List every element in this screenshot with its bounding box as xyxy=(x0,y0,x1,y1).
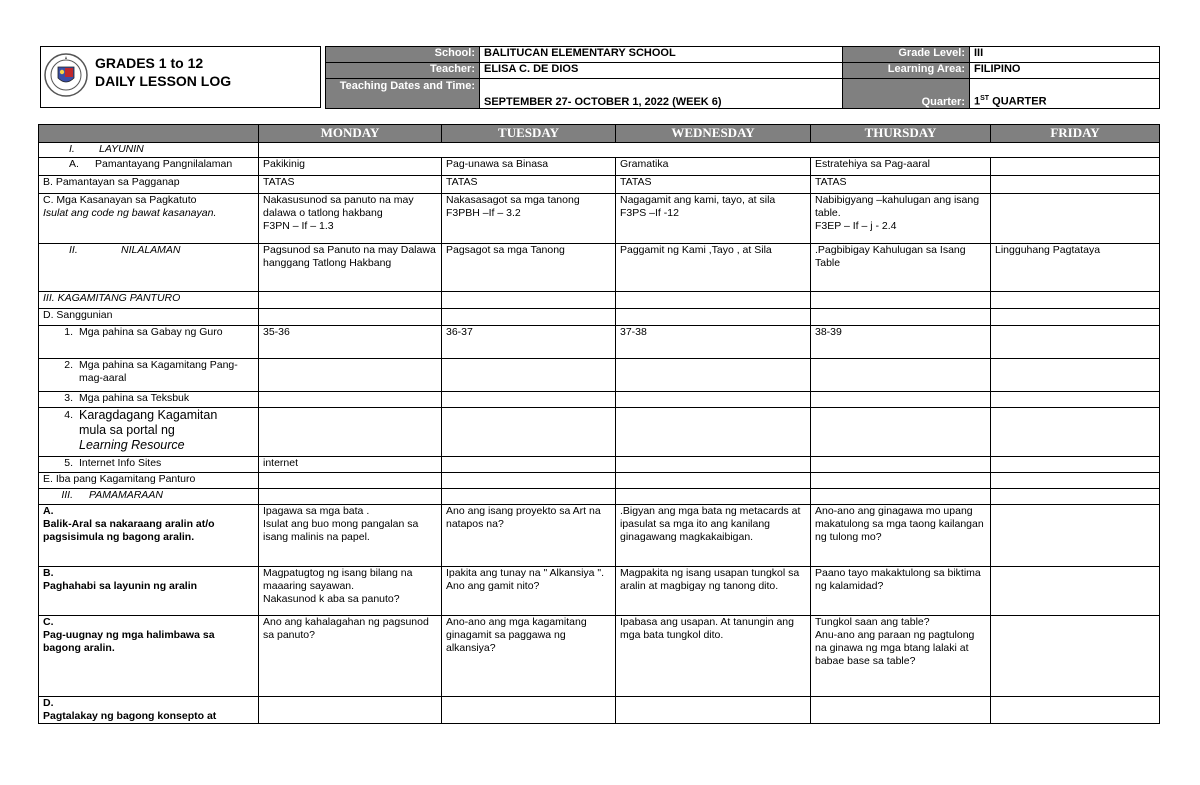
table-cell: Ano-ano ang ginagawa mo upang makatulong sa mga taong kailangan ng tulong mo? xyxy=(811,505,991,567)
table-cell xyxy=(811,359,991,392)
table-row xyxy=(39,158,1160,176)
row-label: A. Pamantayang Pangnilalaman xyxy=(39,158,259,176)
table-row xyxy=(39,505,1160,567)
row-label: A.Balik-Aral sa nakaraang aralin at/o pagsisimula ng bagong aralin. xyxy=(39,505,259,567)
table-cell: Ano ang kahalagahan ng pagsunod sa panuto? xyxy=(259,616,442,697)
table-row xyxy=(39,489,1160,505)
day-header-friday: FRIDAY xyxy=(991,125,1160,143)
quarter-value: 1ST QUARTER xyxy=(970,79,1160,109)
table-cell: TATAS xyxy=(442,176,616,194)
row-label: 5. Internet Info Sites xyxy=(39,457,259,473)
table-cell xyxy=(616,473,811,489)
table-cell: Ipagawa sa mga bata . Isulat ang buo mong pangalan sa isang malinis na papel. xyxy=(259,505,442,567)
row-label: 1. Mga pahina sa Gabay ng Guro xyxy=(39,326,259,359)
table-cell xyxy=(442,392,616,408)
table-cell xyxy=(259,143,1160,158)
table-cell xyxy=(811,489,991,505)
table-cell xyxy=(259,392,442,408)
table-cell xyxy=(811,309,991,326)
table-cell xyxy=(616,697,811,724)
table-cell xyxy=(442,489,616,505)
table-cell: Ano-ano ang mga kagamitang ginagamit sa paggawa ng alkansiya? xyxy=(442,616,616,697)
table-cell: 37-38 xyxy=(616,326,811,359)
table-cell: Estratehiya sa Pag-aaral xyxy=(811,158,991,176)
table-cell: TATAS xyxy=(811,176,991,194)
table-cell xyxy=(616,457,811,473)
row-label: B. Pamantayan sa Pagganap xyxy=(39,176,259,194)
table-cell xyxy=(616,309,811,326)
table-row xyxy=(39,244,1160,292)
table-cell xyxy=(991,567,1160,616)
table-row xyxy=(39,194,1160,244)
table-row xyxy=(39,143,1160,158)
corner-header-cell xyxy=(39,125,259,143)
table-cell: Ipakita ang tunay na " Alkansiya ". Ano ang gamit nito? xyxy=(442,567,616,616)
table-cell xyxy=(991,505,1160,567)
quarter-label: Quarter: xyxy=(843,79,970,109)
school-value: BALITUCAN ELEMENTARY SCHOOL xyxy=(480,47,843,63)
table-cell xyxy=(442,292,616,309)
row-label: D.Pagtalakay ng bagong konsepto at xyxy=(39,697,259,724)
table-cell xyxy=(991,309,1160,326)
info-table xyxy=(325,46,1160,109)
row-label: II. NILALAMAN xyxy=(39,244,259,292)
table-cell xyxy=(991,359,1160,392)
teaching-dates-label: Teaching Dates and Time: xyxy=(326,79,480,109)
table-cell xyxy=(442,359,616,392)
table-cell xyxy=(811,392,991,408)
table-cell xyxy=(259,473,442,489)
learning-area-label: Learning Area: xyxy=(843,63,970,79)
table-cell xyxy=(991,616,1160,697)
grade-label: Grade Level: xyxy=(843,47,970,63)
table-cell: Magpatugtog ng isang bilang na maaaring sayawan. Nakasunod k aba sa panuto? xyxy=(259,567,442,616)
row-label: B.Paghahabi sa layunin ng aralin xyxy=(39,567,259,616)
table-cell: Pakikinig xyxy=(259,158,442,176)
row-label: 3. Mga pahina sa Teksbuk xyxy=(39,392,259,408)
table-cell xyxy=(442,309,616,326)
table-row xyxy=(39,309,1160,326)
table-row xyxy=(39,567,1160,616)
table-cell: Nakasusunod sa panuto na may dalawa o tatlong hakbang F3PN – If – 1.3 xyxy=(259,194,442,244)
table-cell xyxy=(259,309,442,326)
table-cell: Ipabasa ang usapan. At tanungin ang mga bata tungkol dito. xyxy=(616,616,811,697)
table-cell: Lingguhang Pagtataya xyxy=(991,244,1160,292)
row-label: D. Sanggunian xyxy=(39,309,259,326)
table-cell xyxy=(811,457,991,473)
row-label: 4. Karagdagang Kagamitan mula sa portal ng Learning Resource xyxy=(39,408,259,457)
table-cell xyxy=(991,194,1160,244)
school-label: School: xyxy=(326,47,480,63)
day-header-monday: MONDAY xyxy=(259,125,442,143)
table-cell: Nabibigyang –kahulugan ang isang table. F3EP – If – j - 2.4 xyxy=(811,194,991,244)
table-cell: Pagsunod sa Panuto na may Dalawa hanggang Tatlong Hakbang xyxy=(259,244,442,292)
table-cell: Paggamit ng Kami ,Tayo , at Sila xyxy=(616,244,811,292)
row-label: III. PAMAMARAAN xyxy=(39,489,259,505)
table-cell xyxy=(991,326,1160,359)
table-cell: TATAS xyxy=(259,176,442,194)
table-cell: Pagsagot sa mga Tanong xyxy=(442,244,616,292)
title-grades: GRADES 1 to 12 xyxy=(95,55,204,71)
table-row xyxy=(39,292,1160,309)
table-cell: Magpakita ng isang usapan tungkol sa aralin at magbigay ng tanong dito. xyxy=(616,567,811,616)
teaching-dates-value: SEPTEMBER 27- OCTOBER 1, 2022 (WEEK 6) xyxy=(480,79,843,109)
row-label: III. KAGAMITANG PANTURO xyxy=(39,292,259,309)
row-label: 2. Mga pahina sa Kagamitang Pang-mag-aaral xyxy=(39,359,259,392)
table-cell: .Pagbibigay Kahulugan sa Isang Table xyxy=(811,244,991,292)
table-cell xyxy=(259,408,442,457)
day-header-tuesday: TUESDAY xyxy=(442,125,616,143)
lesson-log-table xyxy=(38,124,1160,724)
table-row xyxy=(39,326,1160,359)
table-cell: .Bigyan ang mga bata ng metacards at ipasulat sa mga ito ang kanilang ginagawang magkakaibigan. xyxy=(616,505,811,567)
table-cell: TATAS xyxy=(616,176,811,194)
table-cell xyxy=(616,408,811,457)
table-cell xyxy=(259,489,442,505)
table-cell: Pag-unawa sa Binasa xyxy=(442,158,616,176)
table-cell xyxy=(991,158,1160,176)
day-header-wednesday: WEDNESDAY xyxy=(616,125,811,143)
table-cell xyxy=(991,408,1160,457)
table-row xyxy=(39,616,1160,697)
table-cell xyxy=(442,408,616,457)
row-label: I. LAYUNIN xyxy=(39,143,259,158)
table-cell xyxy=(811,697,991,724)
table-cell xyxy=(442,457,616,473)
table-row xyxy=(39,697,1160,724)
learning-area-value: FILIPINO xyxy=(970,63,1160,79)
table-cell xyxy=(811,292,991,309)
table-cell xyxy=(259,359,442,392)
table-cell xyxy=(991,176,1160,194)
deped-seal-logo xyxy=(44,50,88,100)
table-cell xyxy=(442,473,616,489)
table-cell: Tungkol saan ang table? Anu-ano ang paraan ng pagtulong na ginawa ng mga btang lalaki at babae base sa table? xyxy=(811,616,991,697)
table-cell xyxy=(616,489,811,505)
table-cell: 36-37 xyxy=(442,326,616,359)
table-cell: Gramatika xyxy=(616,158,811,176)
table-row xyxy=(39,473,1160,489)
table-cell xyxy=(616,392,811,408)
table-cell: 38-39 xyxy=(811,326,991,359)
table-cell xyxy=(991,392,1160,408)
table-row xyxy=(39,392,1160,408)
day-header-thursday: THURSDAY xyxy=(811,125,991,143)
table-row xyxy=(39,176,1160,194)
table-cell xyxy=(616,359,811,392)
table-row xyxy=(39,408,1160,457)
title-daily-lesson-log: DAILY LESSON LOG xyxy=(95,73,232,89)
teacher-value: ELISA C. DE DIOS xyxy=(480,63,843,79)
table-cell xyxy=(811,473,991,489)
table-cell xyxy=(991,697,1160,724)
table-row xyxy=(39,359,1160,392)
table-cell: Paano tayo makaktulong sa biktima ng kalamidad? xyxy=(811,567,991,616)
row-label: C.Pag-uugnay ng mga halimbawa sa bagong aralin. xyxy=(39,616,259,697)
table-cell: internet xyxy=(259,457,442,473)
table-cell: Ano ang isang proyekto sa Art na natapos na? xyxy=(442,505,616,567)
table-cell: Nakasasagot sa mga tanong F3PBH –If – 3.2 xyxy=(442,194,616,244)
grade-value: III xyxy=(970,47,1160,63)
table-cell xyxy=(616,292,811,309)
table-cell xyxy=(259,292,442,309)
table-cell xyxy=(811,408,991,457)
table-cell xyxy=(991,473,1160,489)
teacher-label: Teacher: xyxy=(326,63,480,79)
table-cell: Nagagamit ang kami, tayo, at sila F3PS –If -12 xyxy=(616,194,811,244)
table-cell xyxy=(442,697,616,724)
table-row xyxy=(39,457,1160,473)
table-cell: 35-36 xyxy=(259,326,442,359)
table-cell xyxy=(991,292,1160,309)
row-label: E. Iba pang Kagamitang Panturo xyxy=(39,473,259,489)
table-cell xyxy=(991,489,1160,505)
table-cell xyxy=(991,457,1160,473)
row-label: C. Mga Kasanayan sa Pagkatuto Isulat ang code ng bawat kasanayan. xyxy=(39,194,259,244)
table-cell xyxy=(259,697,442,724)
